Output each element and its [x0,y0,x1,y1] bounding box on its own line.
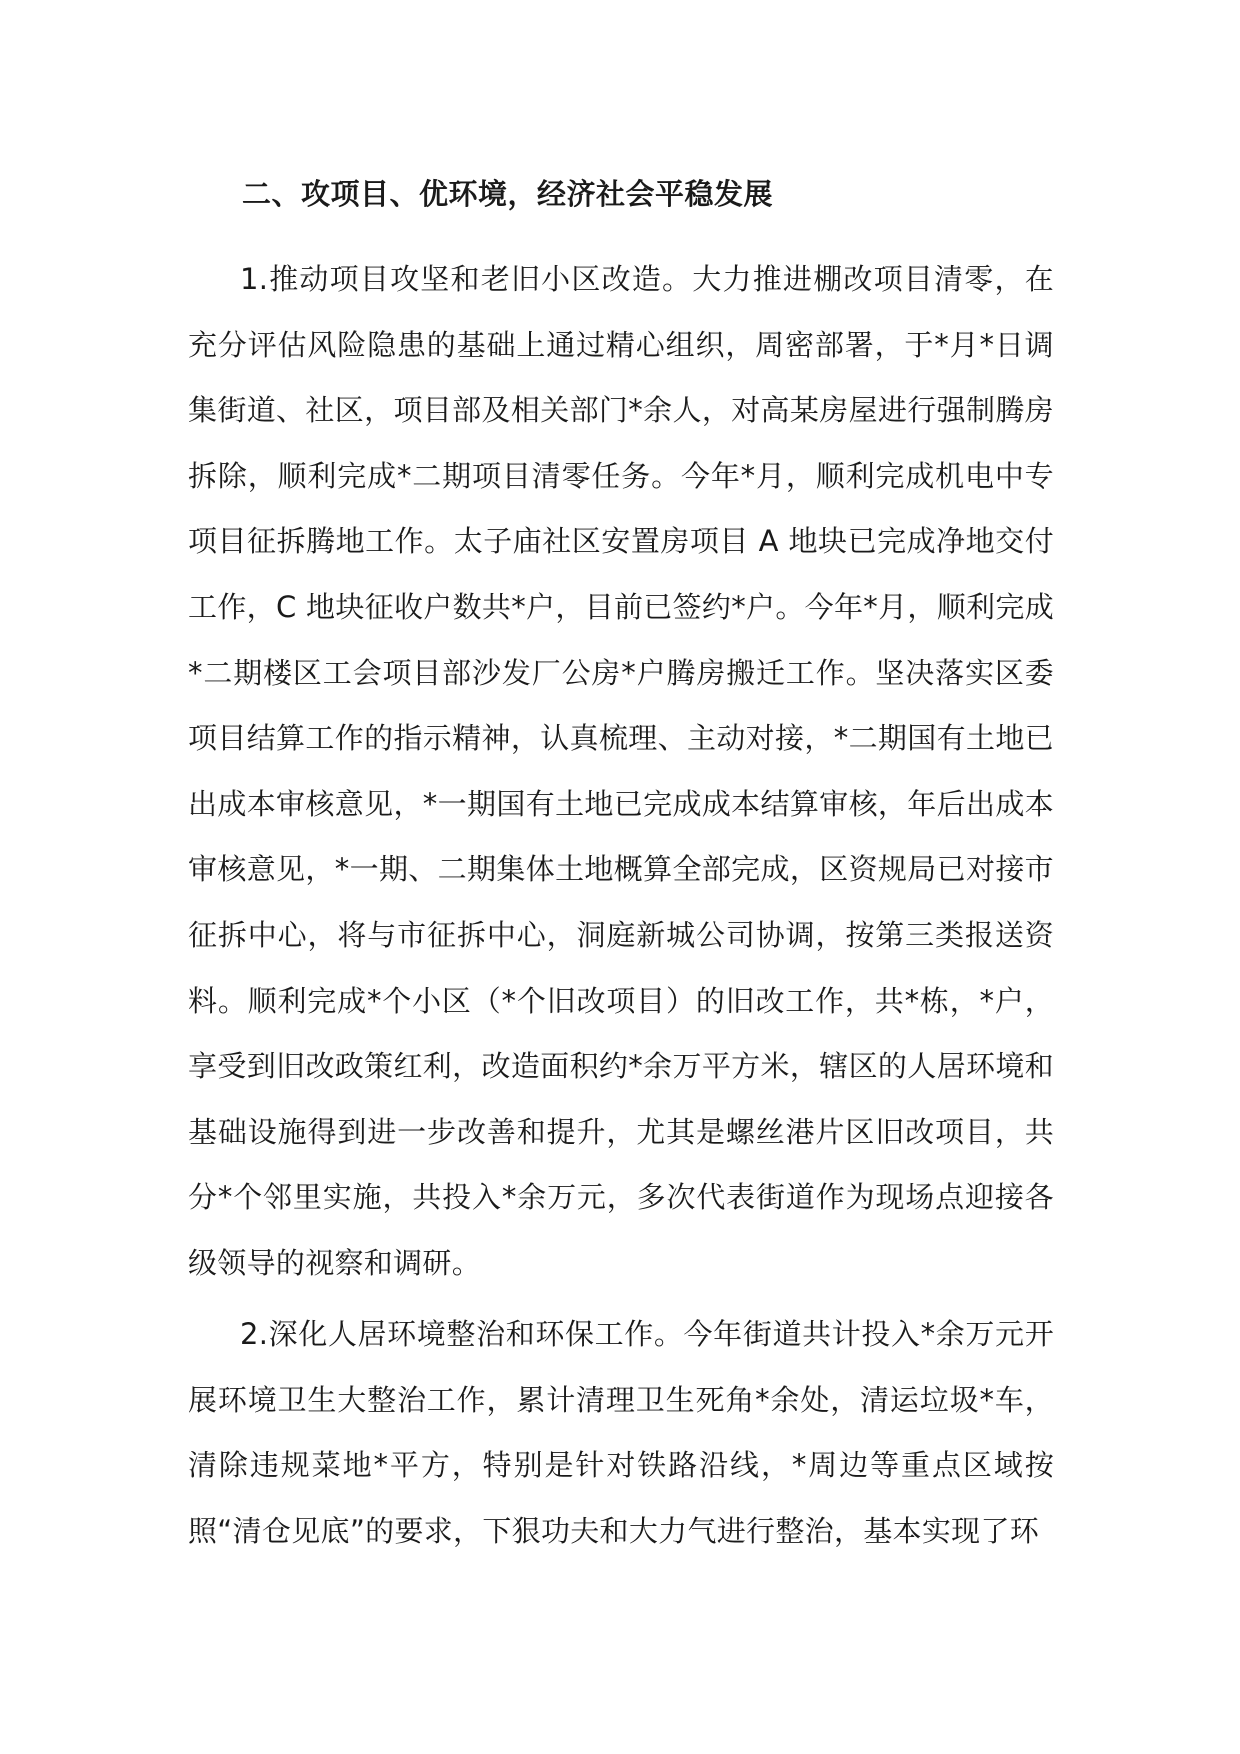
section-heading: 二、攻项目、优环境，经济社会平稳发展 [242,177,774,211]
paragraph-environment-improvement: 2.深化人居环境整治和环保工作。今年街道共计投入*余万元开展环境卫生大整治工作，累计清理卫生死角*余处，清运垃圾*车，清除违规菜地*平方，特别是针对铁路沿线，*周边等重点区域按照“清仓见底”的要求，下狠功夫和大力气进行整治，基本实现了环 [188,1317,1054,1548]
paragraph-project-renovation: 1.推动项目攻坚和老旧小区改造。大力推进棚改项目清零，在充分评估风险隐患的基础上通过精心组织，周密部署，于*月*日调集街道、社区，项目部及相关部门*余人，对高某房屋进行强制腾房拆除，顺利完成*二期项目清零任务。今年*月，顺利完成机电中专项目征拆腾地工作。太子庙社区安置房项目 A 地块已完成净地交付工作，C 地块征收户数共*户，目前已签约*户。今年*月，顺利完成*二期楼区工会项目部沙发厂公房*户腾房搬迁工作。坚决落实区委项目结算工作的指示精神，认真梳理、主动对接，*二期国有土地已出成本审核意见，*一期国有土地已完成成本结算审核，年后出成本审核意见，*一期、二期集体土地概算全部完成，区资规局已对接市征拆中心，将与市征拆中心，洞庭新城公司协调，按第三类报送资料。顺利完成*个小区（*个旧改项目）的旧改工作，共*栋，*户，享受到旧改政策红利，改造面积约*余万平方米，辖区的人居环境和基础设施得到进一步改善和提升，尤其是螺丝港片区旧改项目，共分*个邻里实施，共投入*余万元，多次代表街道作为现场点迎接各级领导的视察和调研。 [188,262,1054,1280]
